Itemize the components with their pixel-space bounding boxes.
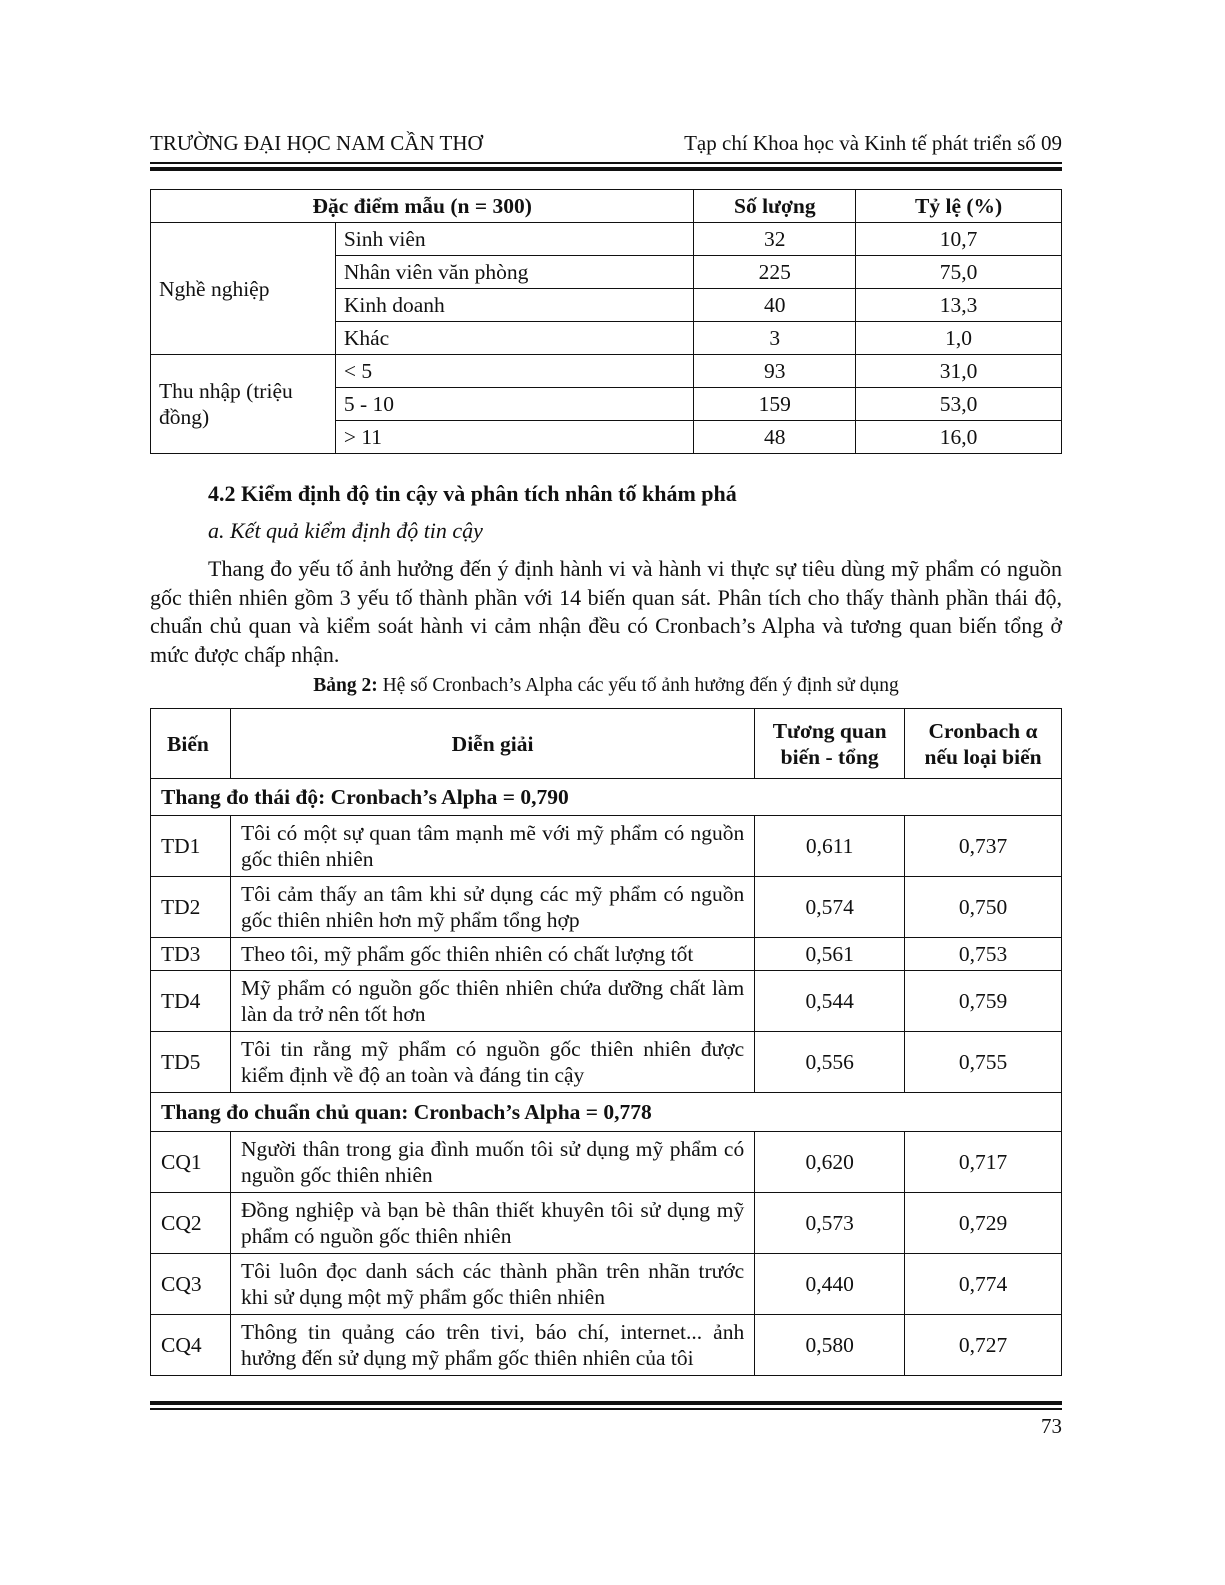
table-header-row xyxy=(151,709,1062,779)
count-cell: 93 xyxy=(694,355,856,388)
alpha-if-deleted: 0,753 xyxy=(905,938,1062,971)
cronbach-alpha-table xyxy=(150,708,1062,1376)
variable-code: CQ1 xyxy=(151,1132,231,1193)
group-title: Thang đo thái độ: Cronbach’s Alpha = 0,790 xyxy=(151,779,1062,816)
footer-rule-thick xyxy=(150,1401,1062,1405)
column-header: Đặc điểm mẫu (n = 300) xyxy=(151,190,694,223)
variable-description: Tôi cảm thấy an tâm khi sử dụng các mỹ phẩm có nguồn gốc thiên nhiên hơn mỹ phẩm tổng hợp xyxy=(230,877,754,938)
caption-text: Hệ số Cronbach’s Alpha các yếu tố ảnh hưởng đến ý định sử dụng xyxy=(382,675,899,696)
table-row xyxy=(151,1132,1062,1193)
variable-description: Mỹ phẩm có nguồn gốc thiên nhiên chứa dưỡng chất làm làn da trở nên tốt hơn xyxy=(230,971,754,1032)
variable-code: TD1 xyxy=(151,816,231,877)
alpha-if-deleted: 0,737 xyxy=(905,816,1062,877)
variable-description: Người thân trong gia đình muốn tôi sử dụng mỹ phẩm có nguồn gốc thiên nhiên xyxy=(230,1132,754,1193)
alpha-if-deleted: 0,759 xyxy=(905,971,1062,1032)
alpha-if-deleted: 0,727 xyxy=(905,1315,1062,1376)
group-row xyxy=(151,779,1062,816)
count-cell: 225 xyxy=(694,256,856,289)
column-header: Biến xyxy=(151,709,231,779)
item-total-correlation: 0,620 xyxy=(755,1132,905,1193)
table-row xyxy=(151,1254,1062,1315)
header-institution: TRƯỜNG ĐẠI HỌC NAM CẦN THƠ xyxy=(150,131,483,155)
column-header: Cronbach α nếu loại biến xyxy=(905,709,1062,779)
running-header xyxy=(150,131,1062,161)
row-label: Kinh doanh xyxy=(335,289,694,322)
variable-description: Đồng nghiệp và bạn bè thân thiết khuyên tôi sử dụng mỹ phẩm có nguồn gốc thiên nhiên xyxy=(230,1193,754,1254)
item-total-correlation: 0,561 xyxy=(755,938,905,971)
section-heading: 4.2 Kiểm định độ tin cậy và phân tích nhân tố khám phá xyxy=(208,481,737,506)
table-caption xyxy=(150,675,1062,697)
alpha-if-deleted: 0,750 xyxy=(905,877,1062,938)
table-row xyxy=(151,938,1062,971)
sample-characteristics-table xyxy=(150,189,1062,454)
item-total-correlation: 0,573 xyxy=(755,1193,905,1254)
count-cell: 159 xyxy=(694,388,856,421)
count-cell: 48 xyxy=(694,421,856,454)
item-total-correlation: 0,580 xyxy=(755,1315,905,1376)
table-row xyxy=(151,1032,1062,1093)
header-journal: Tạp chí Khoa học và Kinh tế phát triển số 09 xyxy=(684,131,1062,155)
subsection-heading: a. Kết quả kiểm định độ tin cậy xyxy=(208,518,483,543)
variable-code: CQ4 xyxy=(151,1315,231,1376)
caption-label: Bảng 2: xyxy=(313,675,378,696)
variable-code: TD4 xyxy=(151,971,231,1032)
variable-description: Tôi có một sự quan tâm mạnh mẽ với mỹ phẩm có nguồn gốc thiên nhiên xyxy=(230,816,754,877)
group-label: Thu nhập (triệu đồng) xyxy=(151,355,336,454)
page-number: 73 xyxy=(1041,1414,1062,1438)
group-row xyxy=(151,1093,1062,1132)
table-row xyxy=(151,1315,1062,1376)
row-label: Sinh viên xyxy=(335,223,694,256)
footer-rule-thin xyxy=(150,1408,1062,1410)
row-label: Nhân viên văn phòng xyxy=(335,256,694,289)
table-row xyxy=(151,877,1062,938)
column-header: Tương quan biến - tổng xyxy=(755,709,905,779)
column-header: Số lượng xyxy=(694,190,856,223)
percent-cell: 53,0 xyxy=(856,388,1062,421)
row-label: 5 - 10 xyxy=(335,388,694,421)
percent-cell: 75,0 xyxy=(856,256,1062,289)
alpha-if-deleted: 0,729 xyxy=(905,1193,1062,1254)
count-cell: 3 xyxy=(694,322,856,355)
variable-code: TD3 xyxy=(151,938,231,971)
row-label: Khác xyxy=(335,322,694,355)
percent-cell: 10,7 xyxy=(856,223,1062,256)
variable-description: Tôi tin rằng mỹ phẩm có nguồn gốc thiên nhiên được kiểm định về độ an toàn và đáng tin cậy xyxy=(230,1032,754,1093)
variable-code: CQ2 xyxy=(151,1193,231,1254)
row-label: < 5 xyxy=(335,355,694,388)
variable-description: Tôi luôn đọc danh sách các thành phần trên nhãn trước khi sử dụng một mỹ phẩm gốc thiên nhiên xyxy=(230,1254,754,1315)
row-label: > 11 xyxy=(335,421,694,454)
variable-code: TD5 xyxy=(151,1032,231,1093)
count-cell: 32 xyxy=(694,223,856,256)
table-header-row xyxy=(151,190,1062,223)
item-total-correlation: 0,611 xyxy=(755,816,905,877)
table-row xyxy=(151,223,1062,256)
group-title: Thang đo chuẩn chủ quan: Cronbach’s Alpha = 0,778 xyxy=(151,1093,1062,1132)
item-total-correlation: 0,440 xyxy=(755,1254,905,1315)
variable-code: CQ3 xyxy=(151,1254,231,1315)
variable-code: TD2 xyxy=(151,877,231,938)
item-total-correlation: 0,544 xyxy=(755,971,905,1032)
table-row xyxy=(151,355,1062,388)
percent-cell: 31,0 xyxy=(856,355,1062,388)
alpha-if-deleted: 0,755 xyxy=(905,1032,1062,1093)
table-row xyxy=(151,971,1062,1032)
body-paragraph: Thang đo yếu tố ảnh hưởng đến ý định hành vi và hành vi thực sự tiêu dùng mỹ phẩm có nguồn gốc thiên nhiên gồm 3 yếu tố thành phần với 14 biến quan sát. Phân tích cho thấy thành phần thái độ, chuẩn chủ quan và kiểm soát hành vi cảm nhận đều có Cronbach’s Alpha và tương quan biến tổng ở mức được chấp nhận. xyxy=(150,556,1062,667)
count-cell: 40 xyxy=(694,289,856,322)
alpha-if-deleted: 0,774 xyxy=(905,1254,1062,1315)
table-row xyxy=(151,1193,1062,1254)
group-label: Nghề nghiệp xyxy=(151,223,336,355)
item-total-correlation: 0,556 xyxy=(755,1032,905,1093)
table-row xyxy=(151,816,1062,877)
percent-cell: 1,0 xyxy=(856,322,1062,355)
percent-cell: 13,3 xyxy=(856,289,1062,322)
column-header: Tỷ lệ (%) xyxy=(856,190,1062,223)
header-rule-thick xyxy=(150,167,1062,171)
variable-description: Theo tôi, mỹ phẩm gốc thiên nhiên có chất lượng tốt xyxy=(230,938,754,971)
item-total-correlation: 0,574 xyxy=(755,877,905,938)
column-header: Diễn giải xyxy=(230,709,754,779)
variable-description: Thông tin quảng cáo trên tivi, báo chí, internet... ảnh hưởng đến sử dụng mỹ phẩm gốc thiên nhiên của tôi xyxy=(230,1315,754,1376)
alpha-if-deleted: 0,717 xyxy=(905,1132,1062,1193)
percent-cell: 16,0 xyxy=(856,421,1062,454)
header-rule-thin xyxy=(150,162,1062,164)
